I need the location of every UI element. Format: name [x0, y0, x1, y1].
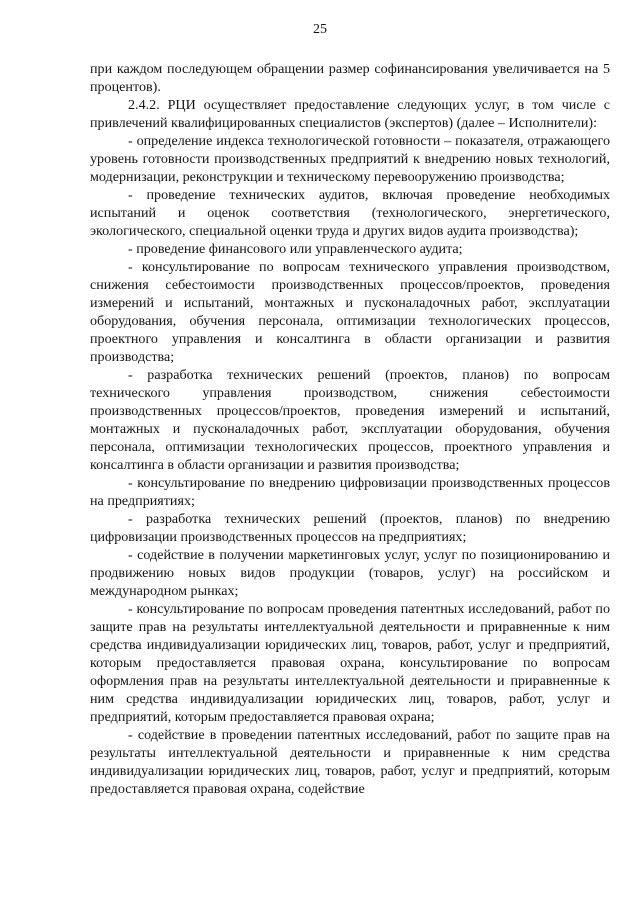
list-item-marketing-assistance: - содействие в получении маркетинговых услуг, услуг по позиционированию и продвижению новых видов продукции (товаров, услуг) на российском и международном рынках;	[90, 547, 610, 599]
paragraph-cofinancing-continuation: при каждом последующем обращении размер софинансирования увеличивается на 5 процентов).	[90, 61, 610, 95]
paragraph-services-intro: 2.4.2. РЦИ осуществляет предоставление следующих услуг, в том числе с привлечений квалифицированных специалистов (экспертов) (далее – Исполнители):	[90, 97, 610, 131]
document-body	[90, 60, 610, 798]
list-item-technical-audits: - проведение технических аудитов, включая проведение необходимых испытаний и оценок соответствия (технологического, энергетического, экологического, специальной оценки труда и других видов аудита производства);	[90, 187, 610, 239]
list-item-technical-solutions-development: - разработка технических решений (проектов, планов) по вопросам технического управления производством, снижения себестоимости производственных процессов/проектов, проведения измерений и испытаний, монтажных и пусконаладочных работ, эксплуатации оборудования, обучения персонала, оптимизации технологических процессов, проектного управления и консалтинга в области организации и развития производства;	[90, 367, 610, 473]
list-item-digitalization-solutions: - разработка технических решений (проектов, планов) по внедрению цифровизации производственных процессов на предприятиях;	[90, 511, 610, 545]
list-item-consulting-production-management: - консультирование по вопросам технического управления производством, снижения себестоимости производственных процессов/проектов, проведения измерений и испытаний, монтажных и пусконаладочных работ, эксплуатации оборудования, обучения персонала, оптимизации технологических процессов, проектного управления и консалтинга в области организации и развития производства;	[90, 259, 610, 365]
page-number: 25	[313, 22, 327, 37]
list-item-digitalization-consulting: - консультирование по внедрению цифровизации производственных процессов на предприятиях;	[90, 475, 610, 509]
list-item-financial-audit: - проведение финансового или управленческого аудита;	[128, 241, 463, 257]
list-item-patent-consulting: - консультирование по вопросам проведения патентных исследований, работ по защите прав на результаты интеллектуальной деятельности и приравненные к ним средства индивидуализации юридических лиц, товаров, работ, услуг и предприятий, которым предоставляется правовая охрана, консультирование по вопросам оформления прав на результаты интеллектуальной деятельности и приравненные к ним средства индивидуализации юридических лиц, товаров, работ, услуг и предприятий, которым предоставляется правовая охрана;	[90, 601, 610, 725]
list-item-patent-assistance: - содействие в проведении патентных исследований, работ по защите прав на результаты интеллектуальной деятельности и приравненные к ним средства индивидуализации юридических лиц, товаров, работ, услуг и предприятий, которым предоставляется правовая охрана, содействие	[90, 727, 610, 797]
list-item-technology-readiness-index: - определение индекса технологической готовности – показателя, отражающего уровень готовности производственных предприятий к внедрению новых технологий, модернизации, реконструкции и техническому перевооружению производства;	[90, 133, 610, 185]
